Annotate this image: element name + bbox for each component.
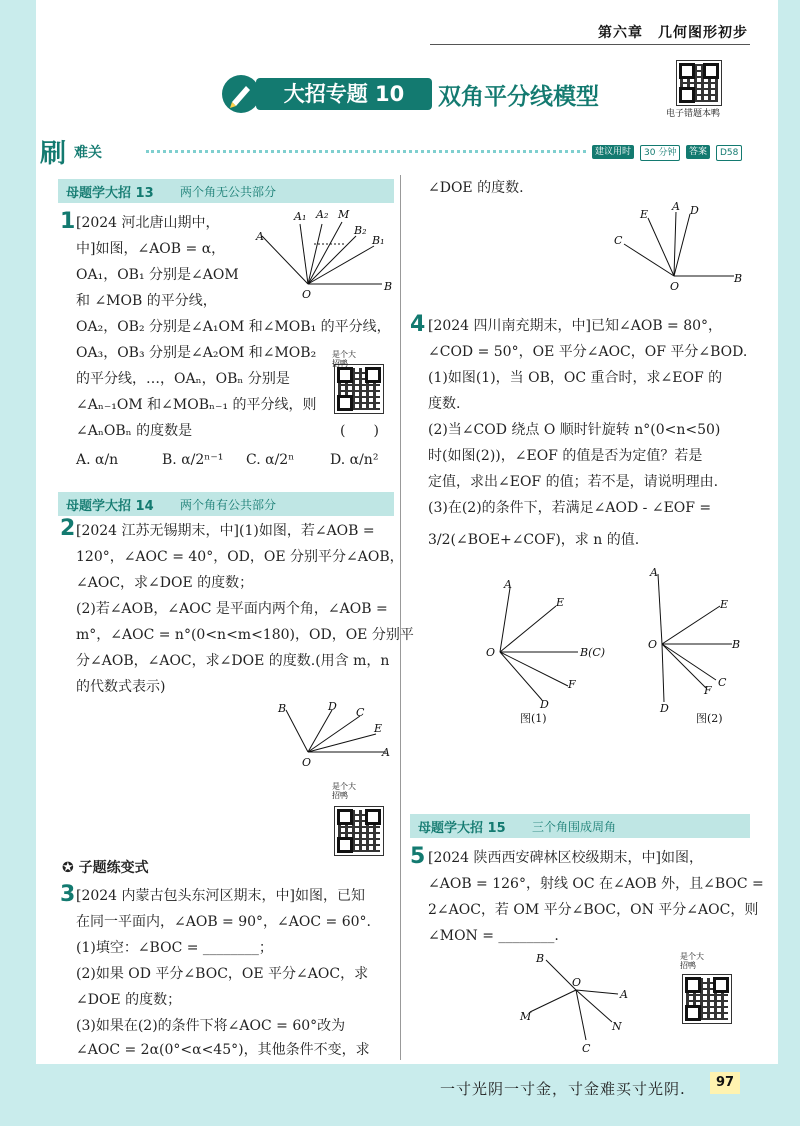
q3-figure — [604, 198, 754, 294]
q3-line: 在同一平面内，∠AOB = 90°，∠AOC = 60°. — [76, 914, 371, 930]
q4-figure-2 — [634, 562, 764, 734]
option-c[interactable]: C. α/2ⁿ — [246, 452, 295, 468]
q1-line: ∠Aₙ₋₁OM 和∠MOBₙ₋₁ 的平分线，则 — [76, 397, 317, 413]
section-label: 母题学大招 13 — [66, 186, 154, 201]
q5-line: ∠MON = ________. — [428, 928, 559, 944]
svg-text:C: C — [356, 706, 365, 719]
svg-text:O: O — [302, 288, 312, 301]
q2-line: 分∠AOB，∠AOC，求∠DOE 的度数.(用含 m，n — [76, 653, 390, 669]
pencil-icon — [222, 75, 260, 113]
time-label: 建议用时 — [592, 145, 634, 159]
figure-caption: 图(2) — [696, 712, 723, 725]
svg-text:A: A — [256, 230, 264, 243]
q3-line: (2)如果 OD 平分∠BOC，OE 平分∠AOC，求 — [76, 966, 369, 982]
q1-line: 中]如图，∠AOB = α， — [76, 241, 226, 257]
footer-motto: 一寸光阴一寸金，寸金难买寸光阴. — [440, 1080, 686, 1098]
svg-text:E: E — [556, 596, 565, 609]
check-icon: ✪ — [62, 860, 79, 876]
q1-line: OA₂，OB₂ 分别是∠A₁OM 和∠MOB₁ 的平分线， — [76, 319, 391, 335]
svg-text:A₂: A₂ — [316, 208, 329, 221]
q3-line: (1)填空：∠BOC = ________； — [76, 940, 273, 956]
q5-figure — [516, 950, 644, 1058]
qr-badge: 是个大招鸭 — [332, 782, 356, 800]
page-number: 97 — [710, 1072, 740, 1094]
q1-line: OA₁，OB₁ 分别是∠AOM — [76, 267, 239, 283]
q1-line: OA₃，OB₃ 分别是∠A₂OM 和∠MOB₂ — [76, 345, 317, 361]
q5-line: [2024 陕西西安碑林区校级期末，中]如图， — [428, 850, 704, 866]
qr-code-icon[interactable] — [676, 60, 722, 106]
svg-text:A: A — [672, 200, 680, 213]
qr-badge: 是个大招鸭 — [332, 350, 356, 368]
q4-line: 时(如图(2))，∠EOF 的值是否为定值？若是 — [428, 448, 703, 464]
q1-line: [2024 河北唐山期中， — [76, 215, 220, 231]
svg-text:B₂: B₂ — [354, 224, 367, 237]
svg-text:C: C — [614, 234, 623, 247]
difficulty-label: 难关 — [74, 145, 102, 161]
option-d[interactable]: D. α/n² — [330, 452, 379, 468]
svg-text:B₁: B₁ — [372, 234, 385, 247]
svg-text:F: F — [568, 678, 576, 691]
svg-text:A: A — [382, 746, 390, 759]
q4-figure-1 — [480, 576, 620, 734]
q2-line: 的代数式表示) — [76, 679, 166, 695]
q2-line: m°，∠AOC = n°(0<n<m<180)，OD，OE 分别平 — [76, 627, 414, 643]
svg-text:A₁: A₁ — [294, 210, 307, 223]
q5-line: ∠AOB = 126°，射线 OC 在∠AOB 外，且∠BOC = — [428, 876, 764, 892]
chapter-rule — [430, 44, 750, 45]
svg-text:O: O — [302, 756, 312, 769]
subsection-label: 子题练变式 — [78, 860, 149, 876]
q4-line: [2024 四川南充期末，中]已知∠AOB = 80°， — [428, 318, 723, 334]
q3-line: ∠AOC = 2α(0°<α<45°)，其他条件不变，求 — [76, 1042, 370, 1058]
q4-line: (3)在(2)的条件下，若满足∠AOD - ∠EOF = — [428, 500, 712, 516]
question-number: 1 — [60, 209, 76, 234]
chapter-label: 第六章 几何图形初步 — [598, 25, 748, 41]
svg-text:N: N — [612, 1020, 622, 1033]
svg-text:O: O — [486, 646, 496, 659]
q3-continued: ∠DOE 的度数. — [428, 180, 524, 196]
left-decor-band — [0, 0, 36, 1126]
svg-text:F: F — [704, 684, 712, 697]
title-badge: 大招专题 10 — [256, 78, 432, 110]
section-subtitle: 两个角有公共部分 — [180, 498, 277, 512]
section-header-13 — [58, 179, 394, 203]
svg-text:A: A — [504, 578, 512, 591]
svg-text:D: D — [328, 700, 337, 713]
qr-code-icon[interactable] — [334, 364, 384, 414]
svg-text:E: E — [640, 208, 649, 221]
option-a[interactable]: A. α/n — [76, 452, 119, 468]
answer-page: D58 — [716, 145, 742, 161]
answer-blank[interactable]: ( ) — [340, 423, 379, 439]
qr-code-icon[interactable] — [334, 806, 384, 856]
svg-text:B: B — [384, 280, 393, 293]
section-header-14 — [58, 492, 394, 516]
dotted-rule — [146, 150, 586, 153]
q4-line: (2)当∠COD 绕点 O 顺时针旋转 n°(0<n<50) — [428, 422, 721, 438]
question-number: 4 — [410, 312, 426, 337]
q2-figure — [268, 698, 396, 770]
svg-text:B: B — [278, 702, 287, 715]
brand-mark: 刷 — [40, 139, 67, 169]
question-number: 3 — [60, 882, 76, 907]
svg-text:O: O — [670, 280, 680, 293]
q4-line: ∠COD = 50°，OE 平分∠AOC，OF 平分∠BOD. — [428, 344, 748, 360]
svg-text:M: M — [520, 1010, 532, 1023]
subsection-title — [62, 858, 149, 878]
q3-line: [2024 内蒙古包头东河区期末，中]如图，已知 — [76, 888, 366, 904]
section-header-15 — [410, 814, 750, 838]
svg-text:D: D — [690, 204, 699, 217]
q1-line: 的平分线，…，OAₙ，OBₙ 分别是 — [76, 371, 290, 387]
q2-line: ∠AOC，求∠DOE 的度数； — [76, 575, 254, 591]
question-number: 5 — [410, 844, 426, 869]
right-decor-band — [778, 0, 800, 1126]
svg-text:E: E — [374, 722, 383, 735]
svg-text:B(C): B(C) — [580, 646, 606, 659]
svg-text:C: C — [582, 1042, 591, 1055]
option-b[interactable]: B. α/2ⁿ⁻¹ — [162, 452, 224, 468]
section-subtitle: 两个角无公共部分 — [180, 185, 277, 199]
page-title: 双角平分线模型 — [438, 84, 599, 110]
q5-line: 2∠AOC，若 OM 平分∠BOC，ON 平分∠AOC，则 — [428, 902, 759, 918]
svg-text:C: C — [718, 676, 727, 689]
svg-text:D: D — [660, 702, 669, 715]
q4-line: 定值，求出∠EOF 的值；若不是，请说明理由. — [428, 474, 719, 490]
q2-line: 120°，∠AOC = 40°，OD，OE 分别平分∠AOB， — [76, 549, 404, 565]
svg-text:O: O — [648, 638, 658, 651]
time-value: 30 分钟 — [640, 145, 680, 161]
svg-text:O: O — [572, 976, 582, 989]
section-label: 母题学大招 15 — [418, 821, 506, 836]
figure-caption: 图(1) — [520, 712, 547, 725]
column-divider — [400, 175, 401, 1060]
q4-line: (1)如图(1)，当 OB，OC 重合时，求∠EOF 的 — [428, 370, 723, 386]
qr-badge: 是个大招鸭 — [680, 952, 704, 970]
q2-line: (2)若∠AOB，∠AOC 是平面内两个角，∠AOB = — [76, 601, 388, 617]
svg-text:B: B — [732, 638, 741, 651]
svg-text:A: A — [620, 988, 628, 1001]
q1-line: 和 ∠MOB 的平分线， — [76, 293, 217, 309]
q4-line: 3/2(∠BOE+∠COF)，求 n 的值. — [428, 532, 640, 548]
q3-line: ∠DOE 的度数； — [76, 992, 182, 1008]
q1-figure — [252, 206, 398, 304]
section-label: 母题学大招 14 — [66, 499, 154, 514]
svg-text:B: B — [734, 272, 743, 285]
q2-line: [2024 江苏无锡期末，中](1)如图，若∠AOB = — [76, 523, 375, 539]
svg-text:D: D — [540, 698, 549, 711]
q4-line: 度数. — [428, 396, 461, 412]
svg-text:E: E — [720, 598, 729, 611]
section-subtitle: 三个角围成周角 — [532, 820, 617, 834]
svg-text:M: M — [338, 208, 350, 221]
question-number: 2 — [60, 516, 76, 541]
svg-text:A: A — [650, 566, 658, 579]
q1-line: ∠AₙOBₙ 的度数是 — [76, 423, 193, 439]
answer-label: 答案 — [686, 145, 710, 159]
svg-text:B: B — [536, 952, 545, 965]
qr-caption: 电子错题本鸭 — [666, 109, 721, 119]
q3-line: (3)如果在(2)的条件下将∠AOC = 60°改为 — [76, 1018, 346, 1034]
qr-code-icon[interactable] — [682, 974, 732, 1024]
